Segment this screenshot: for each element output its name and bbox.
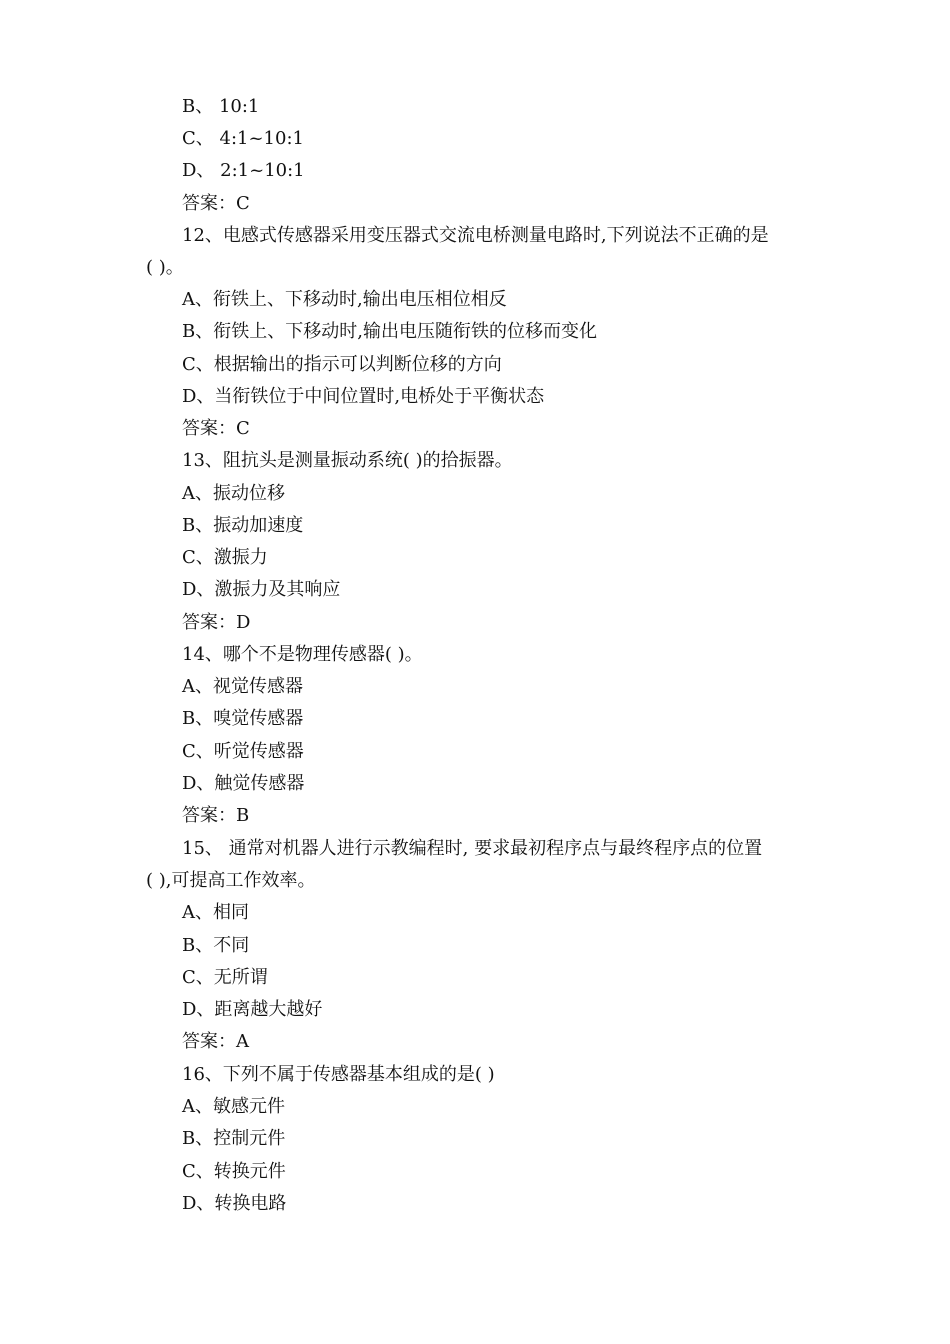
option-line: C、激振力 [182, 547, 268, 568]
option-line: C、转换元件 [182, 1161, 286, 1182]
answer-line: 答案：C [182, 418, 250, 439]
option-line: A、相同 [182, 902, 249, 923]
question-continuation-line: ( )。 [146, 257, 184, 278]
option-line: C、听觉传感器 [182, 741, 304, 762]
answer-line: 答案：A [182, 1031, 249, 1052]
question-line: 15、 通常对机器人进行示教编程时, 要求最初程序点与最终程序点的位置 [182, 838, 763, 859]
option-line: D、激振力及其响应 [182, 579, 341, 600]
option-line: D、 2:1~10:1 [182, 160, 305, 181]
option-line: D、触觉传感器 [182, 773, 305, 794]
option-line: D、距离越大越好 [182, 999, 323, 1020]
option-line: B、嗅觉传感器 [182, 708, 304, 729]
answer-line: 答案：C [182, 193, 250, 214]
option-line: B、不同 [182, 935, 250, 956]
option-line: C、 4:1~10:1 [182, 128, 304, 149]
option-line: A、视觉传感器 [182, 676, 303, 697]
option-line: A、敏感元件 [182, 1096, 285, 1117]
option-line: B、衔铁上、下移动时,输出电压随衔铁的位移而变化 [182, 321, 597, 342]
option-line: C、根据输出的指示可以判断位移的方向 [182, 354, 502, 375]
question-line: 16、下列不属于传感器基本组成的是( ) [182, 1064, 495, 1085]
question-line: 14、哪个不是物理传感器( )。 [182, 644, 423, 665]
answer-line: 答案：B [182, 805, 250, 826]
option-line: B、控制元件 [182, 1128, 286, 1149]
option-line: C、无所谓 [182, 967, 268, 988]
option-line: D、当衔铁位于中间位置时,电桥处于平衡状态 [182, 386, 545, 407]
question-line: 13、阻抗头是测量振动系统( )的拾振器。 [182, 450, 513, 471]
option-line: A、衔铁上、下移动时,输出电压相位相反 [182, 289, 507, 310]
option-line: A、振动位移 [182, 483, 285, 504]
question-continuation-line: ( ),可提高工作效率。 [146, 870, 316, 891]
option-line: B、 10:1 [182, 96, 260, 117]
answer-line: 答案：D [182, 612, 251, 633]
option-line: B、振动加速度 [182, 515, 304, 536]
question-line: 12、电感式传感器采用变压器式交流电桥测量电路时,下列说法不正确的是 [182, 225, 769, 246]
option-line: D、转换电路 [182, 1193, 287, 1214]
